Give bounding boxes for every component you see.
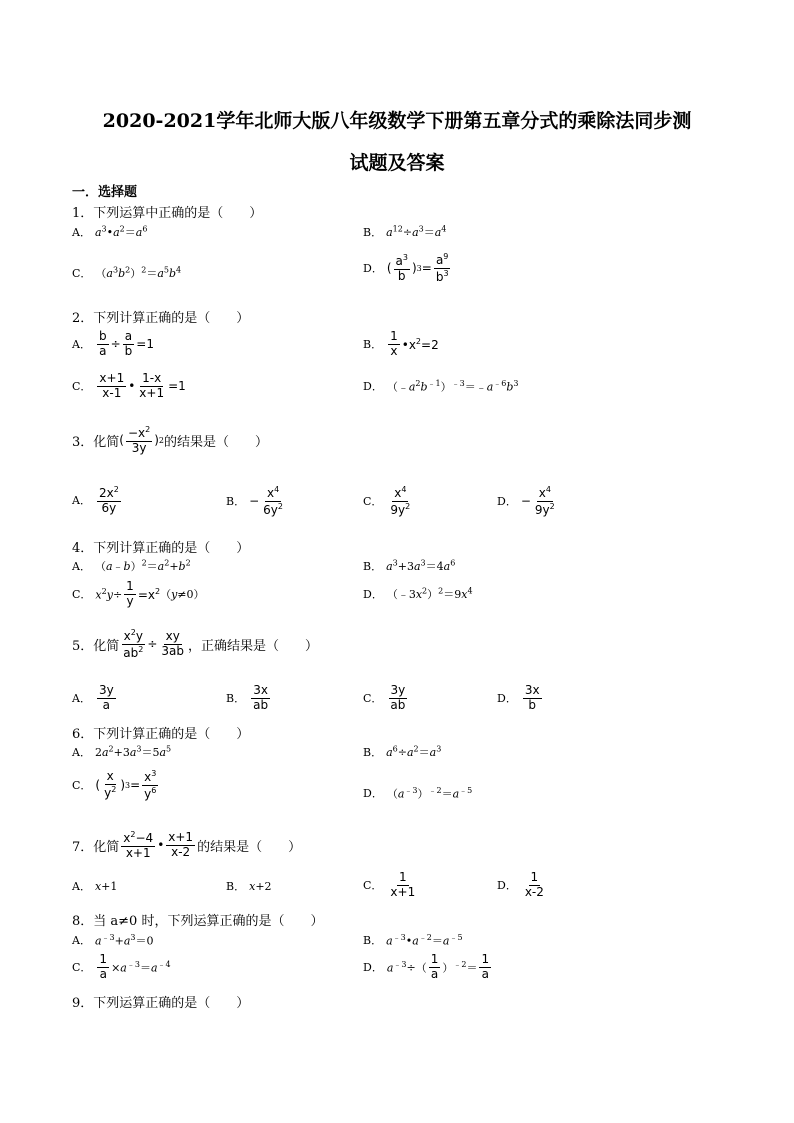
question-3-option-d[interactable]: D． − $\frac{x^4}{9y^2}$ — [497, 485, 555, 517]
question-3-option-c[interactable]: C． $\frac{x^4}{9y^2}$ — [363, 485, 411, 517]
question-6-option-c[interactable]: C． ( $\frac{x}{y^2}$ ) 3 = $\frac{x^3}{y^6}$ — [72, 769, 157, 801]
question-3-option-b[interactable]: B． − $\frac{x^4}{6y^2}$ — [226, 485, 283, 517]
question-4-option-a[interactable]: A． $(a﹣b)^2=a^2+b^2$ — [72, 558, 191, 573]
document-title-line1: 2020-2021学年北师大版八年级数学下册第五章分式的乘除法同步测 — [102, 110, 692, 132]
question-8-option-c[interactable]: C． $\frac{1}{a}$ $\times a^{﹣3}=a^{﹣4}$ — [72, 952, 171, 981]
question-2-option-d[interactable]: D． $(﹣a^2b^{﹣1})^{﹣3}=﹣a^{﹣6}b^3$ — [363, 379, 519, 394]
question-6-option-b[interactable]: B． $a^6\div a^2=a^3$ — [363, 744, 442, 759]
question-1-stem: 1．下列运算中正确的是（ ） — [72, 206, 263, 221]
question-7-option-a[interactable]: A． x+1 — [72, 879, 118, 893]
question-1-option-b[interactable]: B． $a^{12}\div a^3=a^4$ — [363, 224, 447, 239]
question-8-option-b[interactable]: B． $a^{﹣3}•a^{﹣2}=a^{﹣5}$ — [363, 933, 463, 948]
question-7-stem: 7．化简 $\frac{x^2-4}{x+1}$ • $\frac{x+1}{x-2}$ 的结果是（ ） — [72, 830, 302, 860]
question-4-stem: 4．下列计算正确的是（ ） — [72, 541, 250, 556]
question-4-option-b[interactable]: B． $a^3+3a^3=4a^6$ — [363, 558, 456, 573]
question-5-option-c[interactable]: C． $\frac{3y}{ab}$ — [363, 683, 406, 712]
question-8-option-a[interactable]: A． $a^{﹣3}+a^3=0$ — [72, 933, 154, 948]
section-heading: 一．选择题 — [72, 185, 138, 200]
question-2-option-a[interactable]: A． $\frac{b}{a}$ ÷ $\frac{a}{b}$ =1 — [72, 329, 154, 358]
question-7-option-c[interactable]: C． $\frac{1}{x+1}$ — [363, 870, 416, 899]
question-5-option-d[interactable]: D． $\frac{3x}{b}$ — [497, 683, 540, 712]
document-title-line2: 试题及答案 — [349, 152, 445, 174]
question-5-option-b[interactable]: B． $\frac{3x}{ab}$ — [226, 683, 269, 712]
question-7-option-d[interactable]: D． $\frac{1}{x-2}$ — [497, 870, 544, 899]
question-4-option-d[interactable]: D． $(﹣3x^2)^2=9x^4$ — [363, 586, 473, 601]
question-2-stem: 2．下列计算正确的是（ ） — [72, 311, 250, 326]
question-8-stem: 8．当 a≠0 时，下列运算正确的是（ ） — [72, 914, 324, 929]
question-8-option-d[interactable]: D． $a^{﹣3}\div$（ $\frac{1}{a}$ ）$^{﹣2}$＝ $\frac{1}{a}$ — [363, 952, 490, 981]
question-5-option-a[interactable]: A． $\frac{3y}{a}$ — [72, 683, 114, 712]
question-2-option-c[interactable]: C． $\frac{x+1}{x-1}$ • $\frac{1-x}{x+1}$ =1 — [72, 371, 186, 400]
question-1-option-c[interactable]: C． $(a^3b^2)^2=a^5b^4$ — [72, 265, 182, 280]
question-9-stem: 9．下列运算正确的是（ ） — [72, 996, 250, 1011]
question-2-option-b[interactable]: B． $\frac{1}{x}$ $•x^2=2$ — [363, 329, 439, 358]
question-4-option-c[interactable]: C． $x^2y\div$ $\frac{1}{y}$ $=x^2$ （y≠0） — [72, 579, 205, 608]
question-6-option-a[interactable]: A． $2a^2+3a^3=5a^5$ — [72, 744, 172, 759]
question-3-stem: 3．化简 ( $\frac{-x^2}{3y}$ ) 2 的结果是（ ） — [72, 425, 269, 455]
question-3-option-a[interactable]: A． $\frac{2x^2}{6y}$ — [72, 485, 119, 515]
question-7-option-b[interactable]: B． x+2 — [226, 879, 272, 893]
question-1-option-a[interactable]: A． $a^3•a^2=a^6$ — [72, 224, 148, 239]
question-5-stem: 5．化简 $\frac{x^2y}{ab^2}$ ÷ $\frac{xy}{3ab}$ ，正确结果是（ ） — [72, 628, 319, 660]
question-1-option-d[interactable]: D． ( $\frac{a^3}{b}$ ) 3 = $\frac{a^9}{b^3}$ — [363, 252, 449, 284]
question-6-option-d[interactable]: D． $(a^{﹣3})^{﹣2}=a^{﹣5}$ — [363, 786, 473, 801]
question-6-stem: 6．下列计算正确的是（ ） — [72, 727, 250, 742]
